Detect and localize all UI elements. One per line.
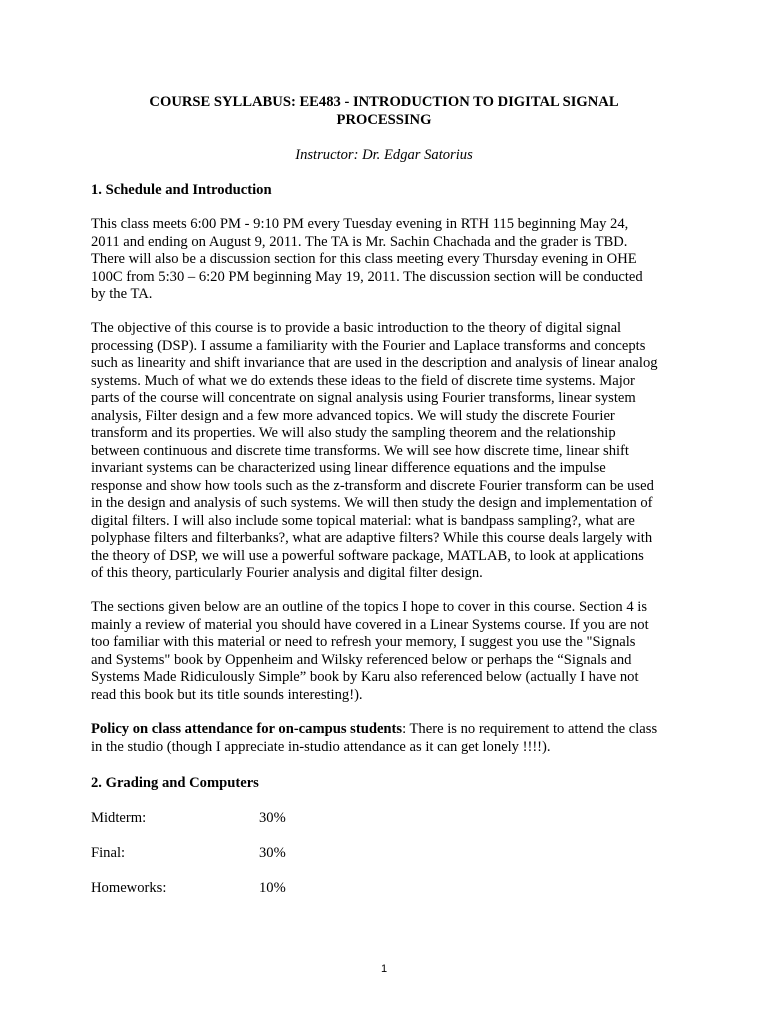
policy-label: Policy on class attendance for on-campus students [91, 721, 403, 737]
grade-value: 30% [259, 810, 286, 826]
text-line: mainly a review of material you should have covered in a Linear Systems course. If you are not [91, 616, 649, 633]
grade-label: Homeworks: [91, 880, 167, 896]
text-line: Systems Made Ridiculously Simple” book by Karu also referenced below (actually I have not [91, 669, 639, 685]
text-line: analysis, Filter design and a few more advanced topics. We will study the discrete Fourier [91, 407, 615, 424]
section-1-heading: 1. Schedule and Introduction [91, 182, 272, 198]
section-2-heading: 2. Grading and Computers [91, 775, 259, 791]
text-line: in the design and analysis of such systems. We will then study the design and implementation of [91, 495, 653, 511]
text-line: of this theory, particularly Fourier analysis and digital filter design. [91, 565, 483, 581]
page-number: 1 [380, 963, 388, 975]
text-line: 100C from 5:30 – 6:20 PM beginning May 19, 2011. The discussion section will be conducted [91, 268, 643, 285]
section-1-paragraph-outline [91, 599, 691, 704]
syllabus-title [90, 93, 678, 129]
text-line: There will also be a discussion section for this class meeting every Thursday evening in OHE [91, 251, 637, 267]
text-line: transform and its properties. We will also study the sampling theorem and the relationship [91, 425, 616, 441]
text-line: The objective of this course is to provide a basic introduction to the theory of digital signal [91, 320, 622, 336]
instructor-name: Instructor: Dr. Edgar Satorius [295, 147, 473, 163]
text-line: processing (DSP). I assume a familiarity with the Fourier and Laplace transforms and concepts [91, 337, 646, 354]
text-line: read this book but its title sounds interesting!). [91, 686, 363, 703]
text-line: polyphase filters and filterbanks?, what are adaptive filters? While this course deals largely with [91, 530, 653, 546]
title-line-2: PROCESSING [336, 112, 432, 128]
text-line: This class meets 6:00 PM - 9:10 PM every Tuesday evening in RTH 115 beginning May 24, [91, 216, 629, 232]
text-line [91, 721, 691, 739]
text-line: in the studio (though I appreciate in-studio attendance as it can get lonely !!!!). [91, 738, 551, 755]
text-line: response and show how tools such as the z-transform and discrete Fourier transform can be used [91, 477, 654, 494]
text-line: between continuous and discrete time transforms. We will see how discrete time, linear shift [91, 442, 629, 459]
text-line: such as linearity and shift invariance that are used in the description and analysis of linear analog [91, 355, 658, 371]
grade-value: 30% [259, 845, 286, 861]
text-line: and Systems" book by Oppenheim and Wilsky referenced below or perhaps the “Signals and [91, 651, 632, 668]
text-line: digital filters. I will also include some topical material: what is bandpass sampling?, what are [91, 512, 635, 529]
policy-text: : There is no requirement to attend the class [402, 721, 658, 737]
text-line: systems. Much of what we do extends these ideas to the field of discrete time systems. Major [91, 372, 635, 389]
grade-value: 10% [259, 880, 286, 896]
grade-label: Midterm: [91, 810, 147, 826]
grade-label: Final: [91, 845, 126, 861]
title-line-1: COURSE SYLLABUS: EE483 - INTRODUCTION TO DIGITAL SIGNAL [149, 94, 619, 110]
text-line: invariant systems can be characterized using linear difference equations and the impulse [91, 460, 606, 476]
text-line: 2011 and ending on August 9, 2011. The TA is Mr. Sachin Chachada and the grader is TBD. [91, 233, 628, 250]
text-line: parts of the course will concentrate on signal analysis using Fourier transforms, linear system [91, 390, 636, 406]
text-line: by the TA. [91, 286, 153, 302]
text-line: The sections given below are an outline of the topics I hope to cover in this course. Section 4 is [91, 599, 648, 615]
attendance-policy-paragraph [91, 721, 691, 756]
text-line: the theory of DSP, we will use a powerful software package, MATLAB, to look at applications [91, 547, 644, 564]
section-1-paragraph-schedule [91, 216, 691, 304]
section-1-paragraph-objective [91, 320, 691, 583]
text-line: too familiar with this material or need to refresh your memory, I suggest you use the "Signals [91, 634, 636, 650]
